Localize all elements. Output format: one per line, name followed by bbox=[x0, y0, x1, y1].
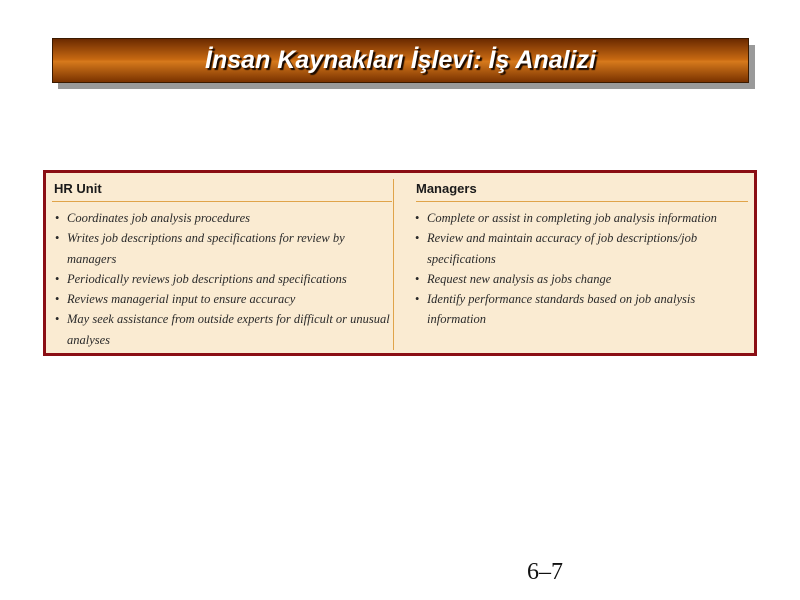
column-header-managers: Managers bbox=[416, 181, 477, 196]
managers-list bbox=[415, 208, 740, 330]
list-item: • Coordinates job analysis procedures bbox=[55, 208, 390, 228]
responsibilities-table bbox=[43, 170, 757, 356]
list-item: • May seek assistance from outside experts for difficult or unusual analyses bbox=[55, 309, 390, 350]
page-number: 6–7 bbox=[527, 559, 563, 585]
list-item: • Complete or assist in completing job analysis information bbox=[415, 208, 740, 228]
list-item: • Identify performance standards based on job analysis information bbox=[415, 289, 740, 330]
managers-column bbox=[394, 173, 754, 353]
slide-title: İnsan Kaynakları İşlevi: İş Analizi bbox=[205, 46, 596, 74]
hr-unit-column bbox=[46, 173, 393, 353]
list-item: • Request new analysis as jobs change bbox=[415, 269, 740, 289]
list-item: • Periodically reviews job descriptions and specifications bbox=[55, 269, 390, 289]
column-header-hr-unit: HR Unit bbox=[54, 181, 102, 196]
hr-unit-list bbox=[55, 208, 390, 350]
list-item: • Review and maintain accuracy of job descriptions/job specifications bbox=[415, 228, 740, 269]
title-bar bbox=[52, 38, 749, 83]
list-item: • Reviews managerial input to ensure accuracy bbox=[55, 289, 390, 309]
list-item: • Writes job descriptions and specifications for review by managers bbox=[55, 228, 390, 269]
